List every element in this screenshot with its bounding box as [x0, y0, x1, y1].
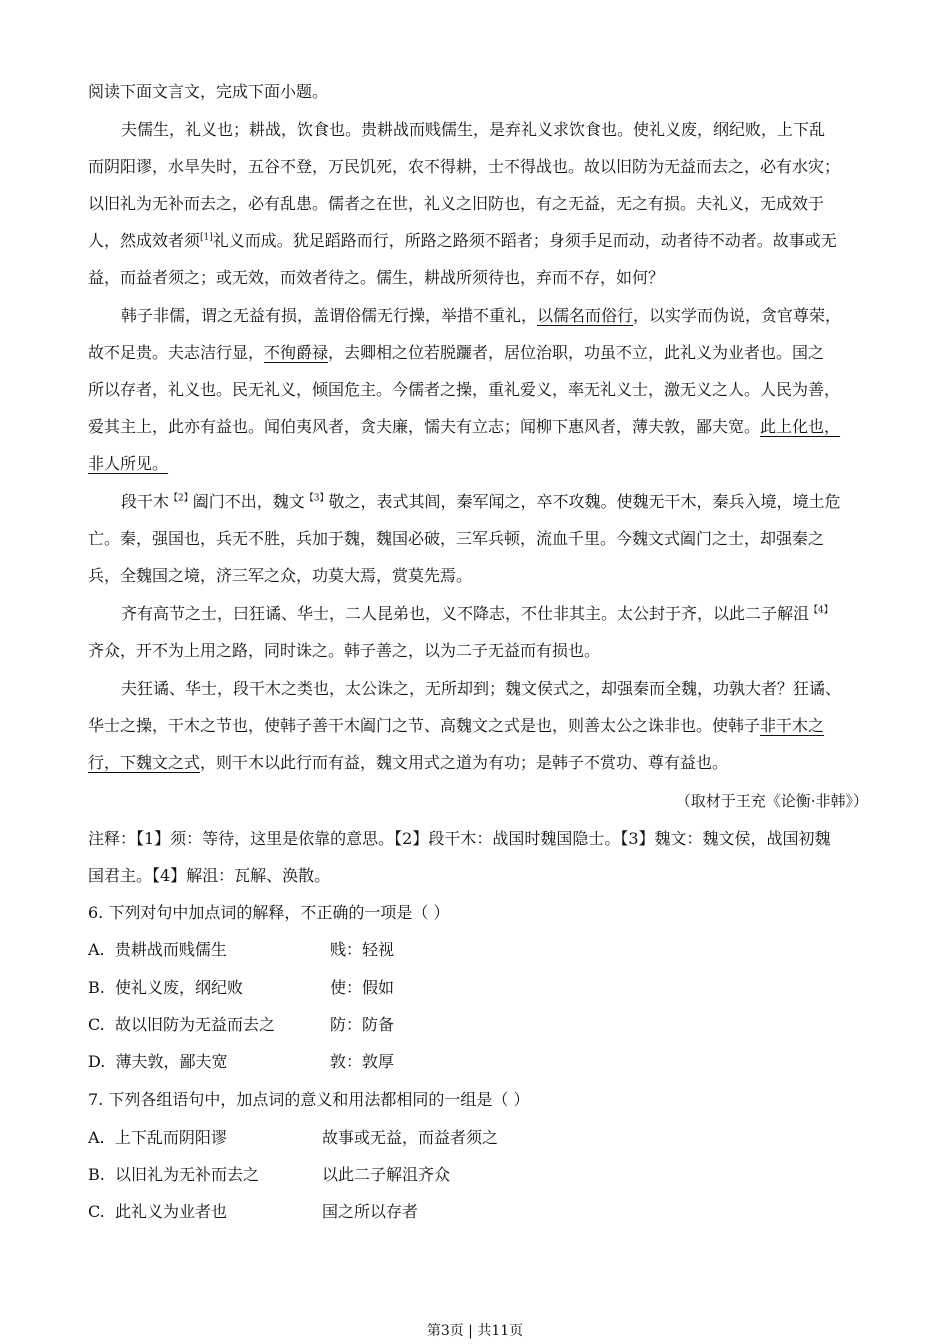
passage-line: 益，而益者须之；或无效，而效者待之。儒生，耕战所须待也，弃而不存，如何？ [88, 268, 665, 287]
q7-option-c[interactable]: C. 此礼义为业者也 [88, 1202, 227, 1221]
passage-line: 夫狂谲、华士，段干木之类也，太公诛之，无所却到；魏文侯式之，却强秦而全魏，功孰大者？狂谲、 [121, 679, 842, 698]
question-6-stem: 6. 下列对句中加点词的解释，不正确的一项是（ ） [88, 903, 450, 922]
passage-line: 所以存者，礼义也。民无礼义，倾国危主。今儒者之操，重礼爱义，率无礼义士，激无义之人。人民为善， [88, 380, 841, 399]
passage-line: 人，然成效者须[1]礼义而成。犹足蹈路而行，所路之路须不蹈者；身须手足而动，动者待不动者。故事或无 [88, 231, 837, 250]
passage-line: 爱其主上，此亦有益也。闻伯夷风者，贪夫廉，懦夫有立志；闻柳下惠风者，薄夫敦，鄙夫宽。此上化也， [88, 417, 841, 436]
passage-line: 行，下魏文之式，则干木以此行而有益，魏文用式之道为有功；是韩子不赏功、尊有益也。 [88, 753, 729, 772]
underlined-phrase: 非人所见。 [88, 454, 169, 473]
note-mark: 【3】 [304, 493, 329, 504]
underlined-phrase: 行，下魏文之式 [88, 753, 201, 772]
note-mark: 【4】 [809, 605, 833, 616]
q7-option-b-pair: 以此二子解沮齐众 [322, 1165, 451, 1184]
q6-option-a[interactable]: A. 贵耕战而贱儒生 [88, 940, 227, 959]
annotation-line: 国君主。【4】解沮：瓦解、涣散。 [88, 866, 331, 885]
passage-line: 夫儒生，礼义也；耕战，饮食也。贵耕战而贱儒生，是弃礼义求饮食也。使礼义废，纲纪败，上下乱 [121, 120, 826, 139]
passage-line: 以旧礼为无补而去之，必有乱患。儒者之在世，礼义之旧防也，有之无益，无之有损。夫礼义，无成效于 [88, 194, 825, 213]
passage-line: 亡。秦，强国也，兵无不胜，兵加于魏，魏国必破，三军兵顿，流血千里。今魏文式阖门之士，却强秦之 [88, 529, 825, 548]
q6-option-a-gloss: 贱：轻视 [330, 940, 395, 959]
passage-line: 故不足贵。夫志洁行显，不徇爵禄，去卿相之位若脱躧者，居位治职，功虽不立，此礼义为业者也。国之 [88, 343, 825, 362]
underlined-phrase: 非干木之 [760, 716, 825, 735]
underlined-phrase: 此上化也， [760, 417, 841, 436]
q7-option-b[interactable]: B. 以旧礼为无补而去之 [88, 1165, 260, 1184]
source-citation: （取材于王充《论衡·非韩》） [675, 792, 868, 810]
q7-option-a-pair: 故事或无益，而益者须之 [322, 1128, 499, 1147]
q7-option-c-pair: 国之所以存者 [322, 1202, 419, 1221]
q6-option-c-gloss: 防：防备 [330, 1015, 395, 1034]
note-mark: 【2】 [169, 493, 193, 504]
q6-option-c[interactable]: C. 故以旧防为无益而去之 [88, 1015, 275, 1034]
q6-option-b-gloss: 使：假如 [330, 978, 395, 997]
question-7-stem: 7. 下列各组语句中，加点词的意义和用法都相同的一组是（ ） [88, 1090, 530, 1109]
passage-line: 而阴阳谬，水旱失时，五谷不登，万民饥死，农不得耕，士不得战也。故以旧防为无益而去之，必有水灾； [88, 157, 841, 176]
q6-option-b[interactable]: B. 使礼义废，纲纪败 [88, 978, 244, 997]
passage-line: 齐有高节之士，曰狂谲、华士，二人昆弟也，义不降志，不仕非其主。太公封于齐，以此二子解沮$^{【4】}$ [121, 604, 833, 623]
passage-line: 韩子非儒，谓之无益有损，盖谓俗儒无行操，举措不重礼，以儒名而俗行，以实学而伪说，贪官尊荣， [121, 306, 842, 325]
passage-line: 齐众，开不为上用之路，同时诛之。韩子善之，以为二子无益而有损也。 [88, 641, 601, 660]
q7-option-a[interactable]: A. 上下乱而阴阳谬 [88, 1128, 227, 1147]
page-footer: 第3页 | 共11页 [426, 1323, 524, 1339]
passage-line: 华士之操，干木之节也，使韩子善干木阖门之节、高魏文之式是也，则善太公之诛非也。使韩子非干木之 [88, 716, 825, 735]
q6-option-d-gloss: 敦：敦厚 [330, 1052, 395, 1071]
instruction: 阅读下面文言文，完成下面小题。 [88, 82, 329, 101]
passage-line: 兵，全魏国之境，济三军之众，功莫大焉，赏莫先焉。 [88, 566, 473, 585]
note-mark: [1] [200, 232, 213, 243]
annotation-line: 注释：【1】须：等待，这里是依靠的意思。【2】段干木：战国时魏国隐士。【3】魏文：魏文侯，战国初魏 [88, 829, 831, 848]
passage-line [88, 454, 168, 474]
underlined-phrase: 以儒名而俗行 [537, 306, 634, 325]
passage-line: 段干木$^{【2】}$阖门不出，魏文$^{【3】}$敬之，表式其闾，秦军闻之，卒不攻魏。使魏无干木，秦兵入境，境土危 [121, 492, 841, 511]
q6-option-d[interactable]: D. 薄夫敦，鄙夫宽 [88, 1052, 228, 1071]
underlined-phrase: 不徇爵禄 [264, 343, 329, 362]
